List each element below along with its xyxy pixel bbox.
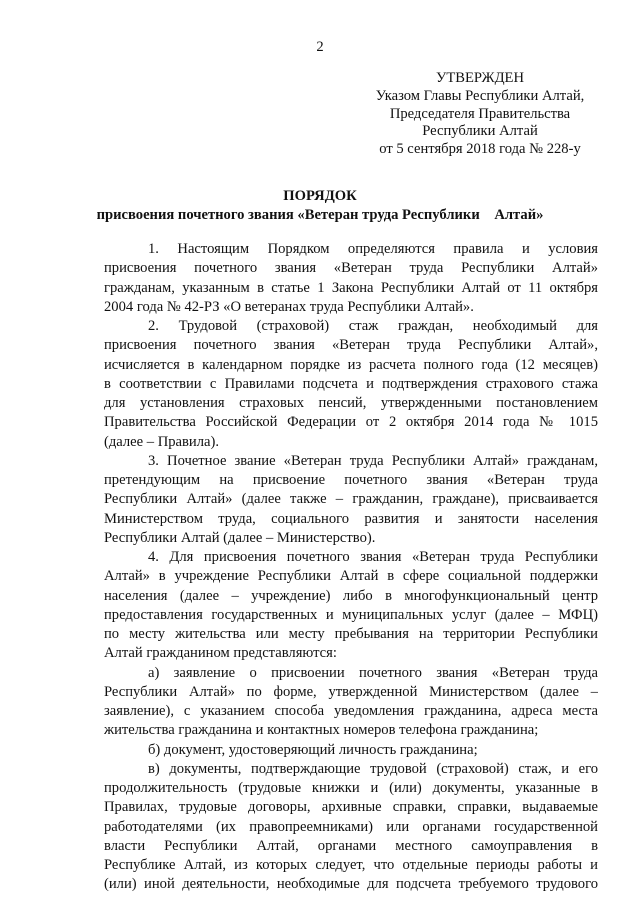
paragraph-4-line: 4. Для присвоения почетного звания «Ветеран труда Республики xyxy=(148,549,598,565)
item-c-line: продолжительность (трудовые книжки и (или) документы, указанные в xyxy=(104,780,598,796)
item-a-line: жительства гражданина и контактных номеров телефона гражданина; xyxy=(104,722,539,739)
paragraph-4-line: предоставления государственных и муниципальных услуг (далее – МФЦ) xyxy=(104,606,598,623)
paragraph-4-line: населения (далее – учреждение) либо в многофункциональный центр xyxy=(104,587,598,604)
approval-date-line: от 5 сентября 2018 года № 228-у xyxy=(379,141,581,158)
document-subtitle: присвоения почетного звания «Ветеран труда Республики Алтай» xyxy=(96,207,544,223)
item-c-line: работодателями (их правопреемниками) или органами государственной xyxy=(104,818,598,835)
approval-block xyxy=(360,70,600,159)
document-body xyxy=(104,240,598,895)
approval-line: Указом Главы Республики Алтай, xyxy=(375,87,585,104)
paragraph-1-line: гражданам, указанным в статье 1 Закона Республики Алтай от 11 октября xyxy=(104,279,598,296)
item-a-line: заявление), с указанием способа уведомления гражданина, адреса места xyxy=(104,703,598,719)
approval-line: Председателя Правительства xyxy=(389,105,571,122)
paragraph-2-line: Правительства Российской Федерации от 2 октября 2014 года № 1015 xyxy=(104,414,598,431)
paragraph-4-line: по месту жительства или месту пребывания на территории Республики xyxy=(104,626,598,642)
item-b-line: б) документ, удостоверяющий личность гражданина; xyxy=(148,741,478,758)
paragraph-4-line: Алтай гражданином представляются: xyxy=(104,645,337,662)
paragraph-2-line: присвоения почетного звания «Ветеран труда Республики Алтай», xyxy=(104,337,598,354)
paragraph-2-line: в соответствии с Правилами подсчета и подтверждения страхового стажа xyxy=(104,375,598,392)
item-c-line: Правилах, трудовые договоры, архивные справки, справки, выдаваемые xyxy=(104,799,598,816)
paragraph-2-line: 2. Трудовой (страховой) стаж граждан, необходимый для xyxy=(148,318,598,334)
paragraph-1-line: присвоения почетного звания «Ветеран труда Республики Алтай» xyxy=(104,260,598,277)
approval-line: Республики Алтай xyxy=(422,123,538,140)
paragraph-3-line: Министерством труда, социального развития и занятости населения xyxy=(104,510,598,527)
item-a-line: Республики Алтай» по форме, утвержденной Министерством (далее – xyxy=(104,683,598,700)
paragraph-2-line: (далее – Правила). xyxy=(104,433,220,450)
paragraph-3-line: 3. Почетное звание «Ветеран труда Республики Алтай» гражданам, xyxy=(148,452,598,469)
paragraph-3-line: Республики Алтай (далее – Министерство). xyxy=(104,529,376,546)
item-a-line: а) заявление о присвоении почетного звания «Ветеран труда xyxy=(148,664,598,681)
paragraph-2-line: исчисляется в календарном порядке из расчета полного года (12 месяцев) xyxy=(104,356,598,373)
document-title: ПОРЯДОК xyxy=(283,188,357,204)
item-c-line: в) документы, подтверждающие трудовой (страховой) стаж, и его xyxy=(148,760,598,777)
paragraph-2-line: для установления страховых пенсий, утвержденными постановлением xyxy=(104,395,598,411)
item-c-line: (или) иной деятельности, необходимые для подсчета требуемого трудового xyxy=(104,876,598,893)
paragraph-3-line: Республики Алтай» (далее также – гражданин, граждане), присваивается xyxy=(104,491,598,508)
approval-heading: УТВЕРЖДЕН xyxy=(436,70,524,86)
item-c-line: Республике Алтай, из которых следует, что отдельные периоды работы и xyxy=(104,857,598,873)
paragraph-3-line: претендующим на присвоение почетного звания «Ветеран труда xyxy=(104,472,598,488)
paragraph-4-line: Алтай» в учреждение Республики Алтай в сфере социальной поддержки xyxy=(104,568,598,585)
paragraph-1-line: 1. Настоящим Порядком определяются правила и условия xyxy=(148,241,598,257)
item-c-line: власти Республики Алтай, органами местного самоуправления в xyxy=(104,837,598,854)
paragraph-1-line: 2004 года № 42-РЗ «О ветеранах труда Республики Алтай». xyxy=(104,298,474,315)
page-number: 2 xyxy=(316,39,324,55)
